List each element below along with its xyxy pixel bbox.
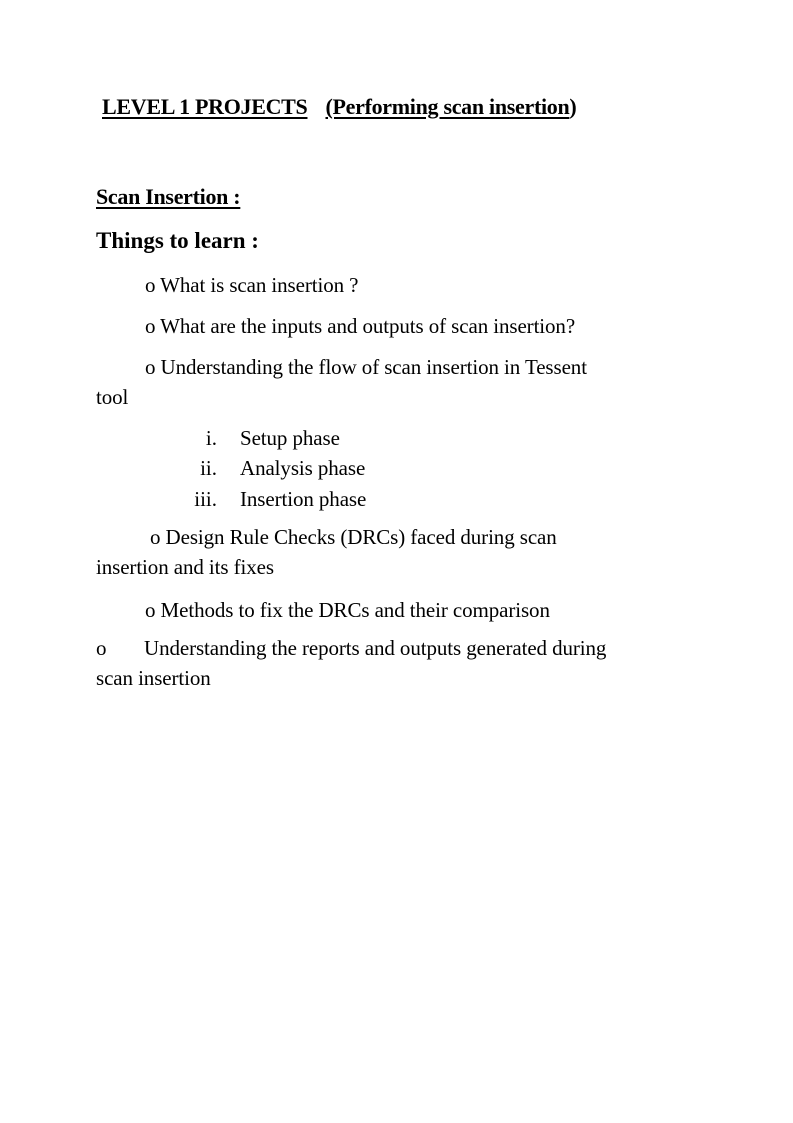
phase-label-insertion: Insertion phase <box>240 487 367 511</box>
list-item-reports-line2: scan insertion <box>96 666 211 690</box>
section-heading: Scan Insertion : <box>96 184 241 209</box>
phase-number: iii. <box>194 487 217 511</box>
list-item-reports-bullet: o <box>96 636 107 660</box>
page-title <box>102 94 576 120</box>
list-item-what-is-scan: o What is scan insertion ? <box>145 273 359 297</box>
list-item-flow-line1: o Understanding the flow of scan insertion in Tessent <box>145 355 587 379</box>
list-item-flow-line2: tool <box>96 385 129 409</box>
title-close-paren: ) <box>569 94 577 119</box>
list-item-drc-line2: insertion and its fixes <box>96 555 274 579</box>
title-subtitle: (Performing scan insertion <box>325 94 570 119</box>
phase-label-setup: Setup phase <box>240 426 340 450</box>
phase-number: ii. <box>200 456 217 480</box>
phase-number: i. <box>205 426 217 450</box>
list-item-reports-line1: Understanding the reports and outputs generated during <box>144 636 607 660</box>
phase-label-analysis: Analysis phase <box>240 456 366 480</box>
list-item-methods: o Methods to fix the DRCs and their comparison <box>145 598 550 622</box>
title-level: LEVEL 1 PROJECTS <box>102 94 308 119</box>
sub-heading: Things to learn : <box>96 228 259 253</box>
list-item-drc-line1: o Design Rule Checks (DRCs) faced during scan <box>150 525 557 549</box>
list-item-inputs-outputs: o What are the inputs and outputs of scan insertion? <box>145 314 576 338</box>
